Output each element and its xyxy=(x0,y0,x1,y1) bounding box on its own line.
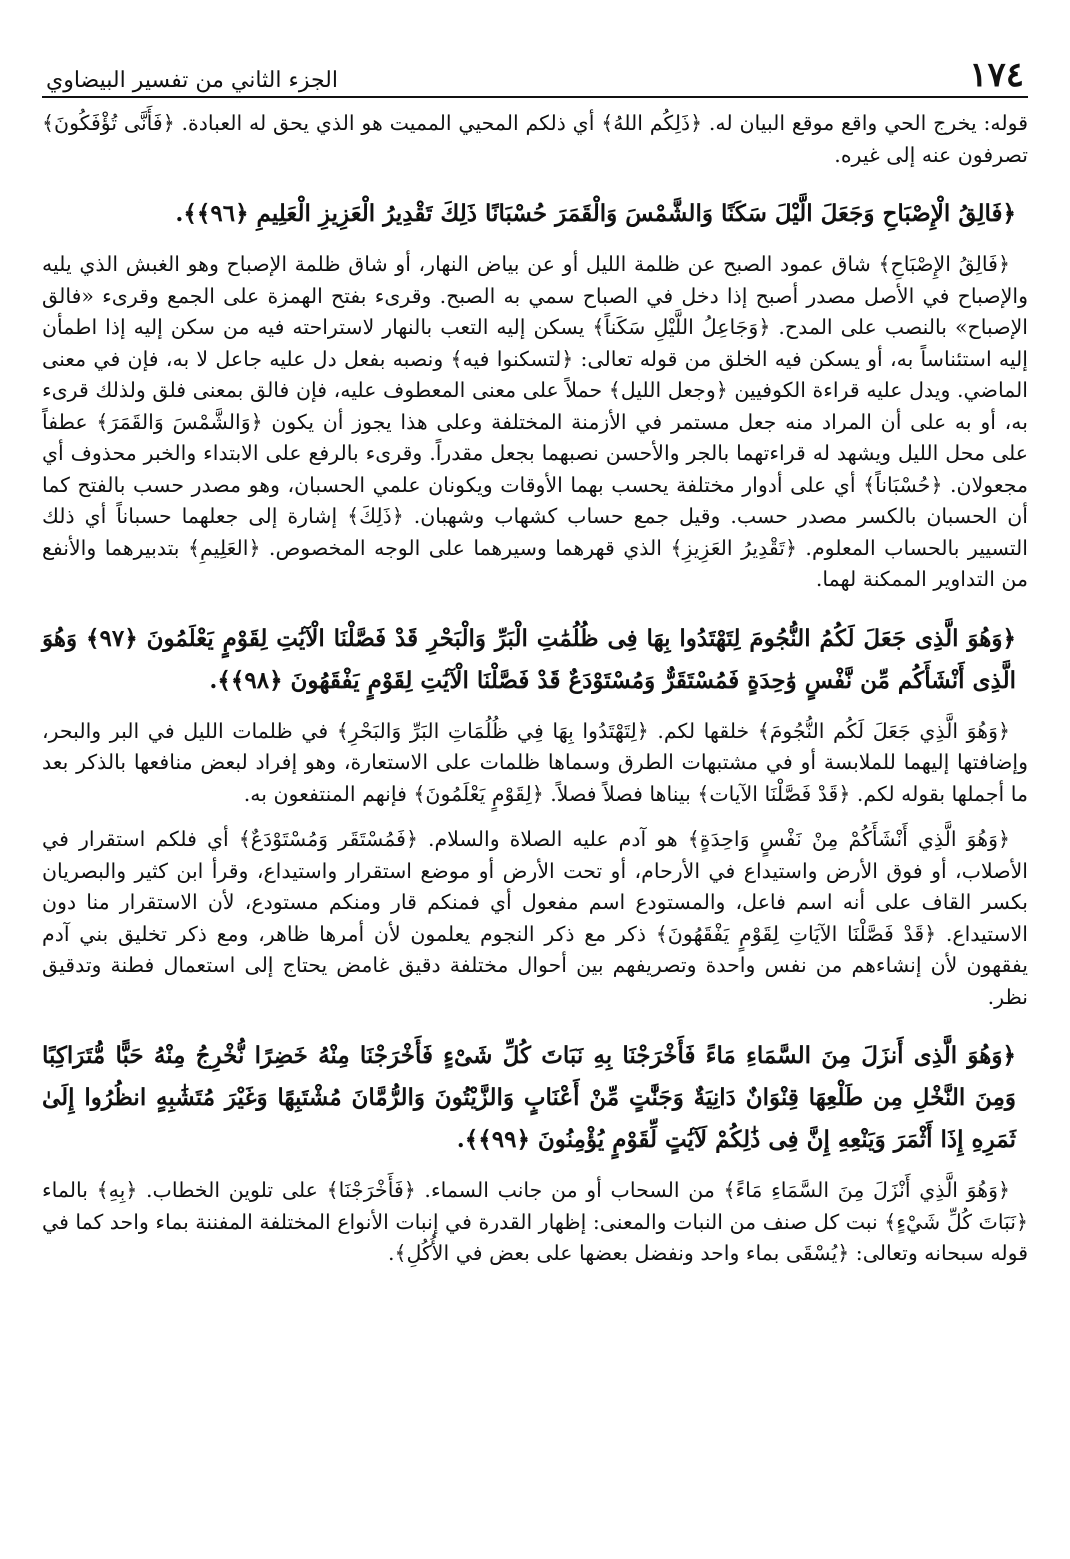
page xyxy=(42,40,1028,1270)
commentary-paragraph: قوله: يخرج الحي واقع موقع البيان له. ﴿ذَلِكُم اللهُ﴾ أي ذلكم المحيي المميت هو الذي يحق له العبادة. ﴿فَأَنَّى تُؤْفَكُونَ﴾ تصرفون عنه إلى غيره. xyxy=(42,111,1028,167)
page-number: ١٧٤ xyxy=(969,55,1024,95)
commentary-paragraph: ﴿وَهُوَ الَّذِي أَنْشَأَكُمْ مِنْ نَفْسٍ وَاحِدَةٍ﴾ هو آدم عليه الصلاة والسلام. ﴿فَمُسْتَقَر وَمُسْتَوْدَعٌ﴾ أي فلكم استقرار في الأصلاب، أو فوق الأرض واستيداع في الأرحام، أو تحت الأرض أو موضع استقرار واستيداع، وقرأ ابن كثير والبصريان بكسر القاف على أنه اسم فاعل، والمستودع اسم مفعول أي فمنكم قار ومنكم مستودع، لأن الاستقرار منا دون الاستيداع. ﴿قَدْ فَصَّلْنَا الآيَاتِ لِقَوْمٍ يَفْقَهُونَ﴾ ذكر مع ذكر النجوم يعلمون لأن أمرها ظاهر، ومع ذكر تخليق بني آدم يفقهون لأن إنشاءهم من نفس واحدة وتصريفهم بين أحوال مختلفة دقيق غامض يحتاج إلى استعمال فطنة وتدقيق نظر. xyxy=(42,827,1028,1009)
running-title: الجزء الثاني من تفسير البيضاوي xyxy=(46,68,338,93)
commentary-paragraph: ﴿وَهُوَ الَّذِي جَعَلَ لَكُم النُّجُومَ﴾ خلقها لكم. ﴿لِتَهْتَدُوا بِهَا فِي ظُلُمَاتِ البَرِّ وَالبَحْرِ﴾ في ظلمات الليل في البر والبحر، وإضافتها إليهما للملابسة أو في مشتبهات الطرق وسماها ظلمات على الاستعارة، وهو إفراد لبعض منافعها بالذكر بعد ما أجملها بقوله لكم. ﴿قَدْ فَصَّلْنَا الآيات﴾ بيناها فصلاً فصلاً. ﴿لِقَوْمٍ يَعْلَمُونَ﴾ فإنهم المنتفعون به. xyxy=(42,718,1028,806)
quran-verse: ﴿فَالِقُ الْإِصْبَاحِ وَجَعَلَ الَّيْلَ سَكَنًا وَالشَّمْسَ وَالْقَمَرَ حُسْبَانًا ذَلِكَ تَقْدِيرُ الْعَزِيزِ الْعَلِيمِ ﴿٩٦﴾﴾. xyxy=(175,200,1016,227)
commentary-paragraph: ﴿فَالِقُ الإِصْبَاحِ﴾ شاق عمود الصبح عن ظلمة الليل أو عن بياض النهار، أو شاق ظلمة الإصباح وهو الغبش الذي يليه والإصباح في الأصل مصدر أصبح إذا دخل في الصباح سمي به الصبح. وقرىء بفتح الهمزة على الجمع وقرىء «فالق الإصباح» بالنصب على المدح. ﴿وَجَاعِلُ اللَّيْلِ سَكَناً﴾ يسكن إليه التعب بالنهار لاستراحته فيه من سكن إليه إذا اطمأن إليه استئناساً به، أو يسكن فيه الخلق من قوله تعالى: ﴿لتسكنوا فيه﴾ ونصبه بفعل دل عليه جاعل لا به، فإن في معنى الماضي. ويدل عليه قراءة الكوفيين ﴿وجعل الليل﴾ حملاً على معنى المعطوف عليه، فإن فالق بمعنى فلق ولذلك قرىء به، أو به على أن المراد منه جعل مستمر في الأزمنة المختلفة وعلى هذا يجوز أن يكون ﴿وَالشَّمْسَ وَالقَمَرَ﴾ عطفاً على محل الليل ويشهد له قراءتهما بالجر والأحسن نصبهما بجعل مقدراً. وقرىء بالرفع على الابتداء والخبر محذوف أي مجعولان. ﴿حُسْبَاناً﴾ أي على أدوار مختلفة يحسب بهما الأوقات ويكونان علمي الحسبان، وهو مصدر حسب بالفتح كما أن الحسبان بالكسر مصدر حسب. وقيل جمع حساب كشهاب وشهبان. ﴿ذَلِكَ﴾ إشارة إلى جعلهما حسباناً أي ذلك التسيير بالحساب المعلوم. ﴿تَقْدِيرُ العَزِيزِ﴾ الذي قهرهما وسيرهما على الوجه المخصوص. ﴿العَلِيمِ﴾ بتدبيرهما والأنفع من التداوير الممكنة لهما. xyxy=(42,252,1028,591)
commentary-paragraph: ﴿وَهُوَ الَّذِي أَنْزَلَ مِنَ السَّمَاءِ مَاءً﴾ من السحاب أو من جانب السماء. ﴿فَأَخْرَجْنَا﴾ على تلوين الخطاب. ﴿بِهِ﴾ بالماء ﴿نَبَاتَ كُلِّ شَيْءٍ﴾ نبت كل صنف من النبات والمعنى: إظهار القدرة في إنبات الأنواع المختلفة المفننة بماء واحد كما في قوله سبحانه وتعالى: ﴿يُسْقَى بماء واحد ونفضل بعضها على بعض في الأُكُلِ﴾. xyxy=(42,1178,1028,1265)
quran-verse: ﴿وَهُوَ الَّذِى أَنزَلَ مِنَ السَّمَاءِ مَاءً فَأَخْرَجْنَا بِهِ نَبَاتَ كُلِّ شَىْءٍ فَأَخْرَجْنَا مِنْهُ خَضِرًا نُّخْرِجُ مِنْهُ حَبًّا مُّتَرَاكِبًا وَمِنَ النَّخْلِ مِن طَلْعِهَا قِنْوَانٌ دَانِيَةٌ وَجَنَّٰتٍ مِّنْ أَعْنَابٍ وَالزَّيْتُونَ وَالرُّمَّانَ مُشْتَبِهًا وَغَيْرَ مُتَشَٰبِهٍ انظُرُوا إِلَىٰ ثَمَرِهِ إِذَا أَثْمَرَ وَيَنْعِهِ إِنَّ فِى ذَٰلِكُمْ لَآيَٰتٍ لِّقَوْمٍ يُؤْمِنُونَ ﴿٩٩﴾﴾. xyxy=(42,1042,1016,1153)
quran-verse: ﴿وَهُوَ الَّذِى جَعَلَ لَكُمُ النُّجُومَ لِتَهْتَدُوا بِهَا فِى ظُلُمَٰتِ الْبَرِّ وَالْبَحْرِ قَدْ فَصَّلْنَا الْآيَٰتِ لِقَوْمٍ يَعْلَمُونَ ﴿٩٧﴾ وَهُوَ الَّذِى أَنْشَأَكُم مِّن نَّفْسٍ وَٰحِدَةٍ فَمُسْتَقَرٌّ وَمُسْتَوْدَعٌ قَدْ فَصَّلْنَا الْآيَٰتِ لِقَوْمٍ يَفْقَهُونَ ﴿٩٨﴾﴾. xyxy=(42,624,1016,694)
page-header xyxy=(42,40,1028,98)
